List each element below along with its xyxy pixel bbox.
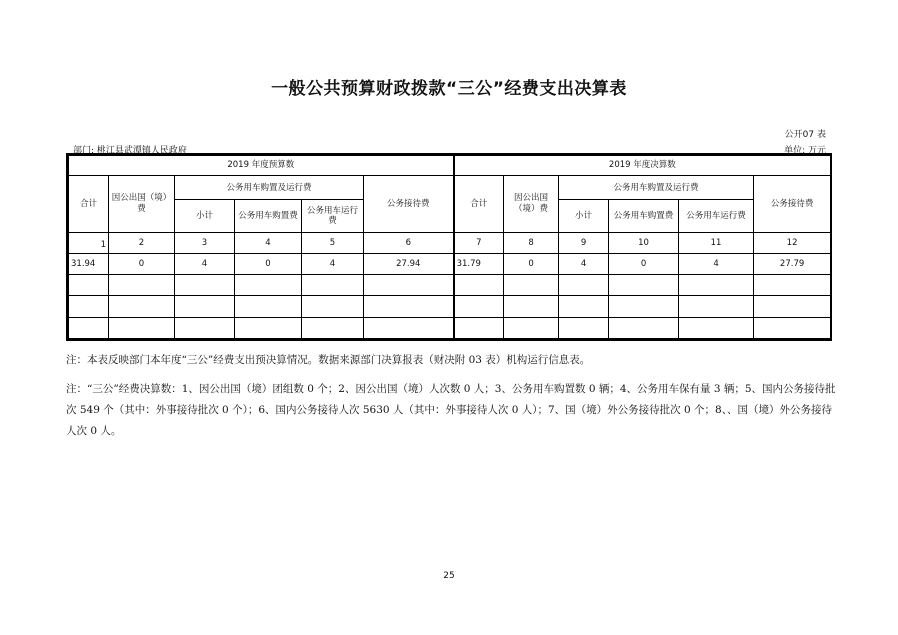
empty-row <box>69 296 831 317</box>
budget-group-header: 2019 年度预算数 <box>69 156 454 176</box>
final-vehicle-group-header: 公务用车购置及运行费 <box>559 176 754 200</box>
budget-subtotal-header: 小计 <box>175 200 235 232</box>
data-cell: 0 <box>504 254 559 275</box>
index-cell: 4 <box>235 232 302 253</box>
page-number: 25 <box>443 571 455 581</box>
expense-table <box>66 153 832 341</box>
index-cell: 7 <box>454 232 504 253</box>
page-title: 一般公共预算财政拨款“三公”经费支出决算表 <box>271 79 627 99</box>
empty-row <box>69 317 831 338</box>
index-cell: 2 <box>109 232 175 253</box>
index-cell: 5 <box>302 232 364 253</box>
data-cell: 4 <box>559 254 609 275</box>
empty-row <box>69 275 831 296</box>
budget-vehicle-group-header: 公务用车购置及运行费 <box>175 176 364 200</box>
form-code: 公开07 表 <box>784 130 826 140</box>
table-row <box>69 254 831 275</box>
unit-label: 单位: 万元 <box>784 146 826 156</box>
department-label: 部门: 桃江县武潭镇人民政府 <box>73 146 187 156</box>
data-cell: 4 <box>175 254 235 275</box>
budget-purchase-header: 公务用车购置费 <box>235 200 302 232</box>
final-operation-header: 公务用车运行费 <box>679 200 754 232</box>
index-cell: 8 <box>504 232 559 253</box>
final-subtotal-header: 小计 <box>559 200 609 232</box>
data-cell: 27.94 <box>364 254 454 275</box>
data-cell: 0 <box>109 254 175 275</box>
index-cell: 9 <box>559 232 609 253</box>
final-reception-header: 公务接待费 <box>754 176 831 233</box>
budget-abroad-header: 因公出国（境）费 <box>109 176 175 233</box>
index-cell: 3 <box>175 232 235 253</box>
index-cell: 12 <box>754 232 831 253</box>
data-cell: 31.94 <box>69 254 109 275</box>
index-cell: 10 <box>609 232 679 253</box>
index-cell: 1 <box>69 232 109 253</box>
data-cell: 27.79 <box>754 254 831 275</box>
data-cell: 0 <box>609 254 679 275</box>
budget-total-header: 合计 <box>69 176 109 233</box>
data-cell: 4 <box>302 254 364 275</box>
expense-detail-note: 注：“三公”经费决算数：1、因公出国（境）团组数 0 个；2、因公出国（境）人次数 0 人；3、公务用车购置数 0 辆；4、公务用车保有量 3 辆；5、国内公务接待批次 549 个（其中：外事接待批次 0 个）；6、国内公务接待人次 5630 人（其中：外事接待人次 0 人）；7、国（境）外公务接待批次 0 个；8、、国（境）外公务接待人次 0 人。 <box>66 383 836 437</box>
budget-reception-header: 公务接待费 <box>364 176 454 233</box>
final-purchase-header: 公务用车购置费 <box>609 200 679 232</box>
data-cell: 4 <box>679 254 754 275</box>
index-cell: 6 <box>364 232 454 253</box>
data-cell: 0 <box>235 254 302 275</box>
index-cell: 11 <box>679 232 754 253</box>
final-abroad-header: 因公出国（境）费 <box>504 176 559 233</box>
index-row <box>69 232 831 253</box>
final-total-header: 合计 <box>454 176 504 233</box>
data-cell: 31.79 <box>454 254 504 275</box>
budget-operation-header: 公务用车运行费 <box>302 200 364 232</box>
table-note: 注：本表反映部门本年度“三公”经费支出预决算情况。数据来源部门决算报表（财决附 03 表）机构运行信息表。 <box>66 354 591 366</box>
final-group-header: 2019 年度决算数 <box>454 156 831 176</box>
